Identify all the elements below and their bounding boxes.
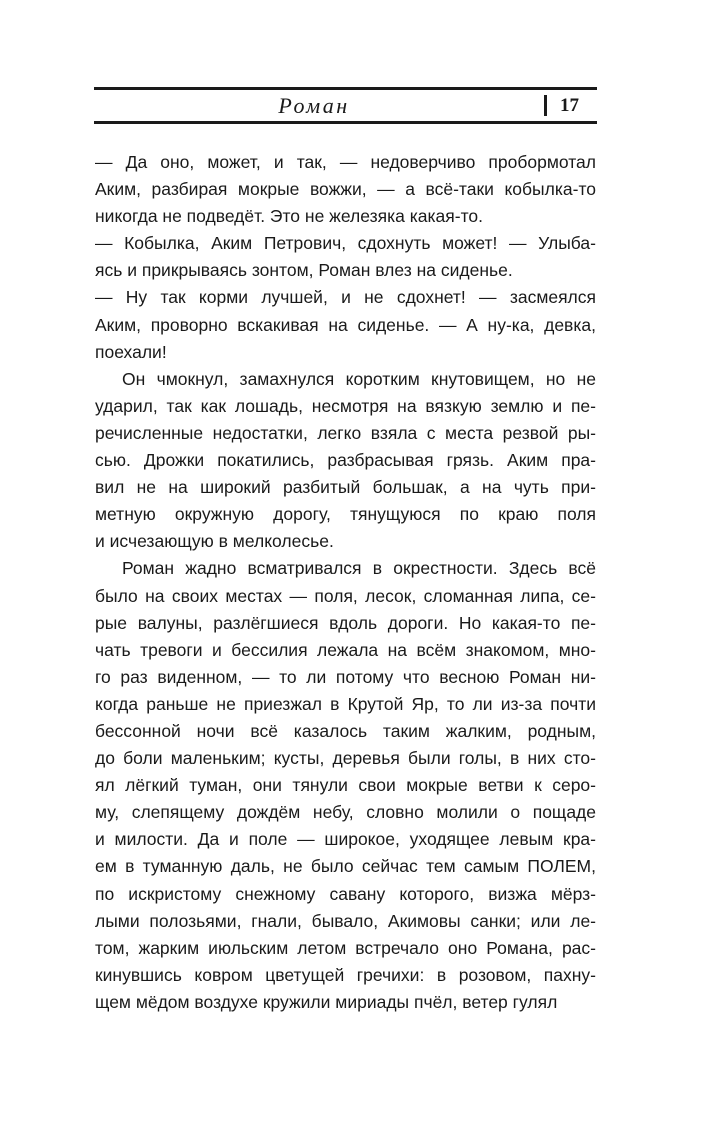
text-line: — Ну так корми лучшей, и не сдохнет! — засмеялся: [95, 287, 596, 308]
text-line: когда раньше не приезжал в Крутой Яр, то ли из-за почти: [95, 693, 596, 714]
text-line: вил не на широкий разбитый большак, а на чуть при-: [95, 477, 596, 498]
text-line: Роман жадно всматривался в окрестности. Здесь всё: [122, 558, 596, 579]
text-line: бессонной ночи всё казалось таким жалким, родным,: [95, 720, 596, 741]
page-number: 17: [560, 95, 579, 116]
text-line: ял лёгкий туман, они тянули свои мокрые ветви к серо-: [95, 775, 596, 796]
text-line: поехали!: [95, 341, 167, 362]
text-line: Аким, проворно вскакивая на сиденье. — А ну-ка, девка,: [95, 314, 596, 335]
text-line: лыми полозьями, гнали, бывало, Акимовы санки; или ле-: [95, 910, 596, 931]
text-line: ем в туманную даль, не было сейчас тем самым ПОЛЕМ,: [95, 856, 596, 877]
text-line: чать тревоги и бессилия лежала на всём знакомом, мно-: [95, 639, 596, 660]
text-line: до боли маленьким; кусты, деревья были голы, в них сто-: [95, 748, 596, 769]
body-text: [95, 149, 596, 1016]
text-line: было на своих местах — поля, лесок, сломанная липа, се-: [95, 585, 596, 606]
text-line: сью. Дрожки покатились, разбрасывая грязь. Аким пра-: [95, 450, 596, 471]
text-line: Он чмокнул, замахнулся коротким кнутовищем, но не: [122, 368, 596, 389]
running-title: Роман: [278, 93, 350, 118]
text-line: ясь и прикрываясь зонтом, Роман влез на сиденье.: [95, 260, 513, 281]
text-line: и милости. Да и поле — широкое, уходящее левым кра-: [95, 829, 596, 850]
text-line: кинувшись ковром цветущей гречихи: в розовом, пахну-: [95, 964, 596, 985]
text-line: — Кобылка, Аким Петрович, сдохнуть может! — Улыба-: [95, 233, 596, 254]
text-line: по искристому снежному савану которого, визжа мёрз-: [95, 883, 596, 904]
text-line: метную окружную дорогу, тянущуюся по краю поля: [95, 504, 596, 525]
text-line: и исчезающую в мелколесье.: [95, 531, 334, 552]
text-line: Аким, разбирая мокрые вожжи, — а всё-таки кобылка-то: [95, 179, 596, 200]
text-line: речисленные недостатки, легко взяла с места резвой ры-: [95, 422, 596, 443]
running-header: [94, 87, 597, 125]
text-line: никогда не подведёт. Это не железяка какая-то.: [95, 206, 483, 227]
text-line: го раз виденном, — то ли потому что весною Роман ни-: [95, 666, 596, 687]
header-divider: [544, 95, 547, 116]
text-line: рые валуны, разлёгшиеся вдоль дороги. Но какая-то пе-: [95, 612, 596, 633]
text-line: — Да оно, может, и так, — недоверчиво пробормотал: [95, 152, 596, 172]
text-line: щем мёдом воздухе кружили мириады пчёл, ветер гулял: [95, 991, 558, 1012]
header-top-rule: [94, 87, 597, 90]
text-line: му, слепящему дождём небу, словно молили о пощаде: [95, 802, 596, 823]
header-bottom-rule: [94, 121, 597, 124]
text-line: том, жарким июльским летом встречало оно Романа, рас-: [95, 937, 596, 958]
text-line: ударил, так как лошадь, несмотря на вязкую землю и пе-: [95, 395, 596, 416]
